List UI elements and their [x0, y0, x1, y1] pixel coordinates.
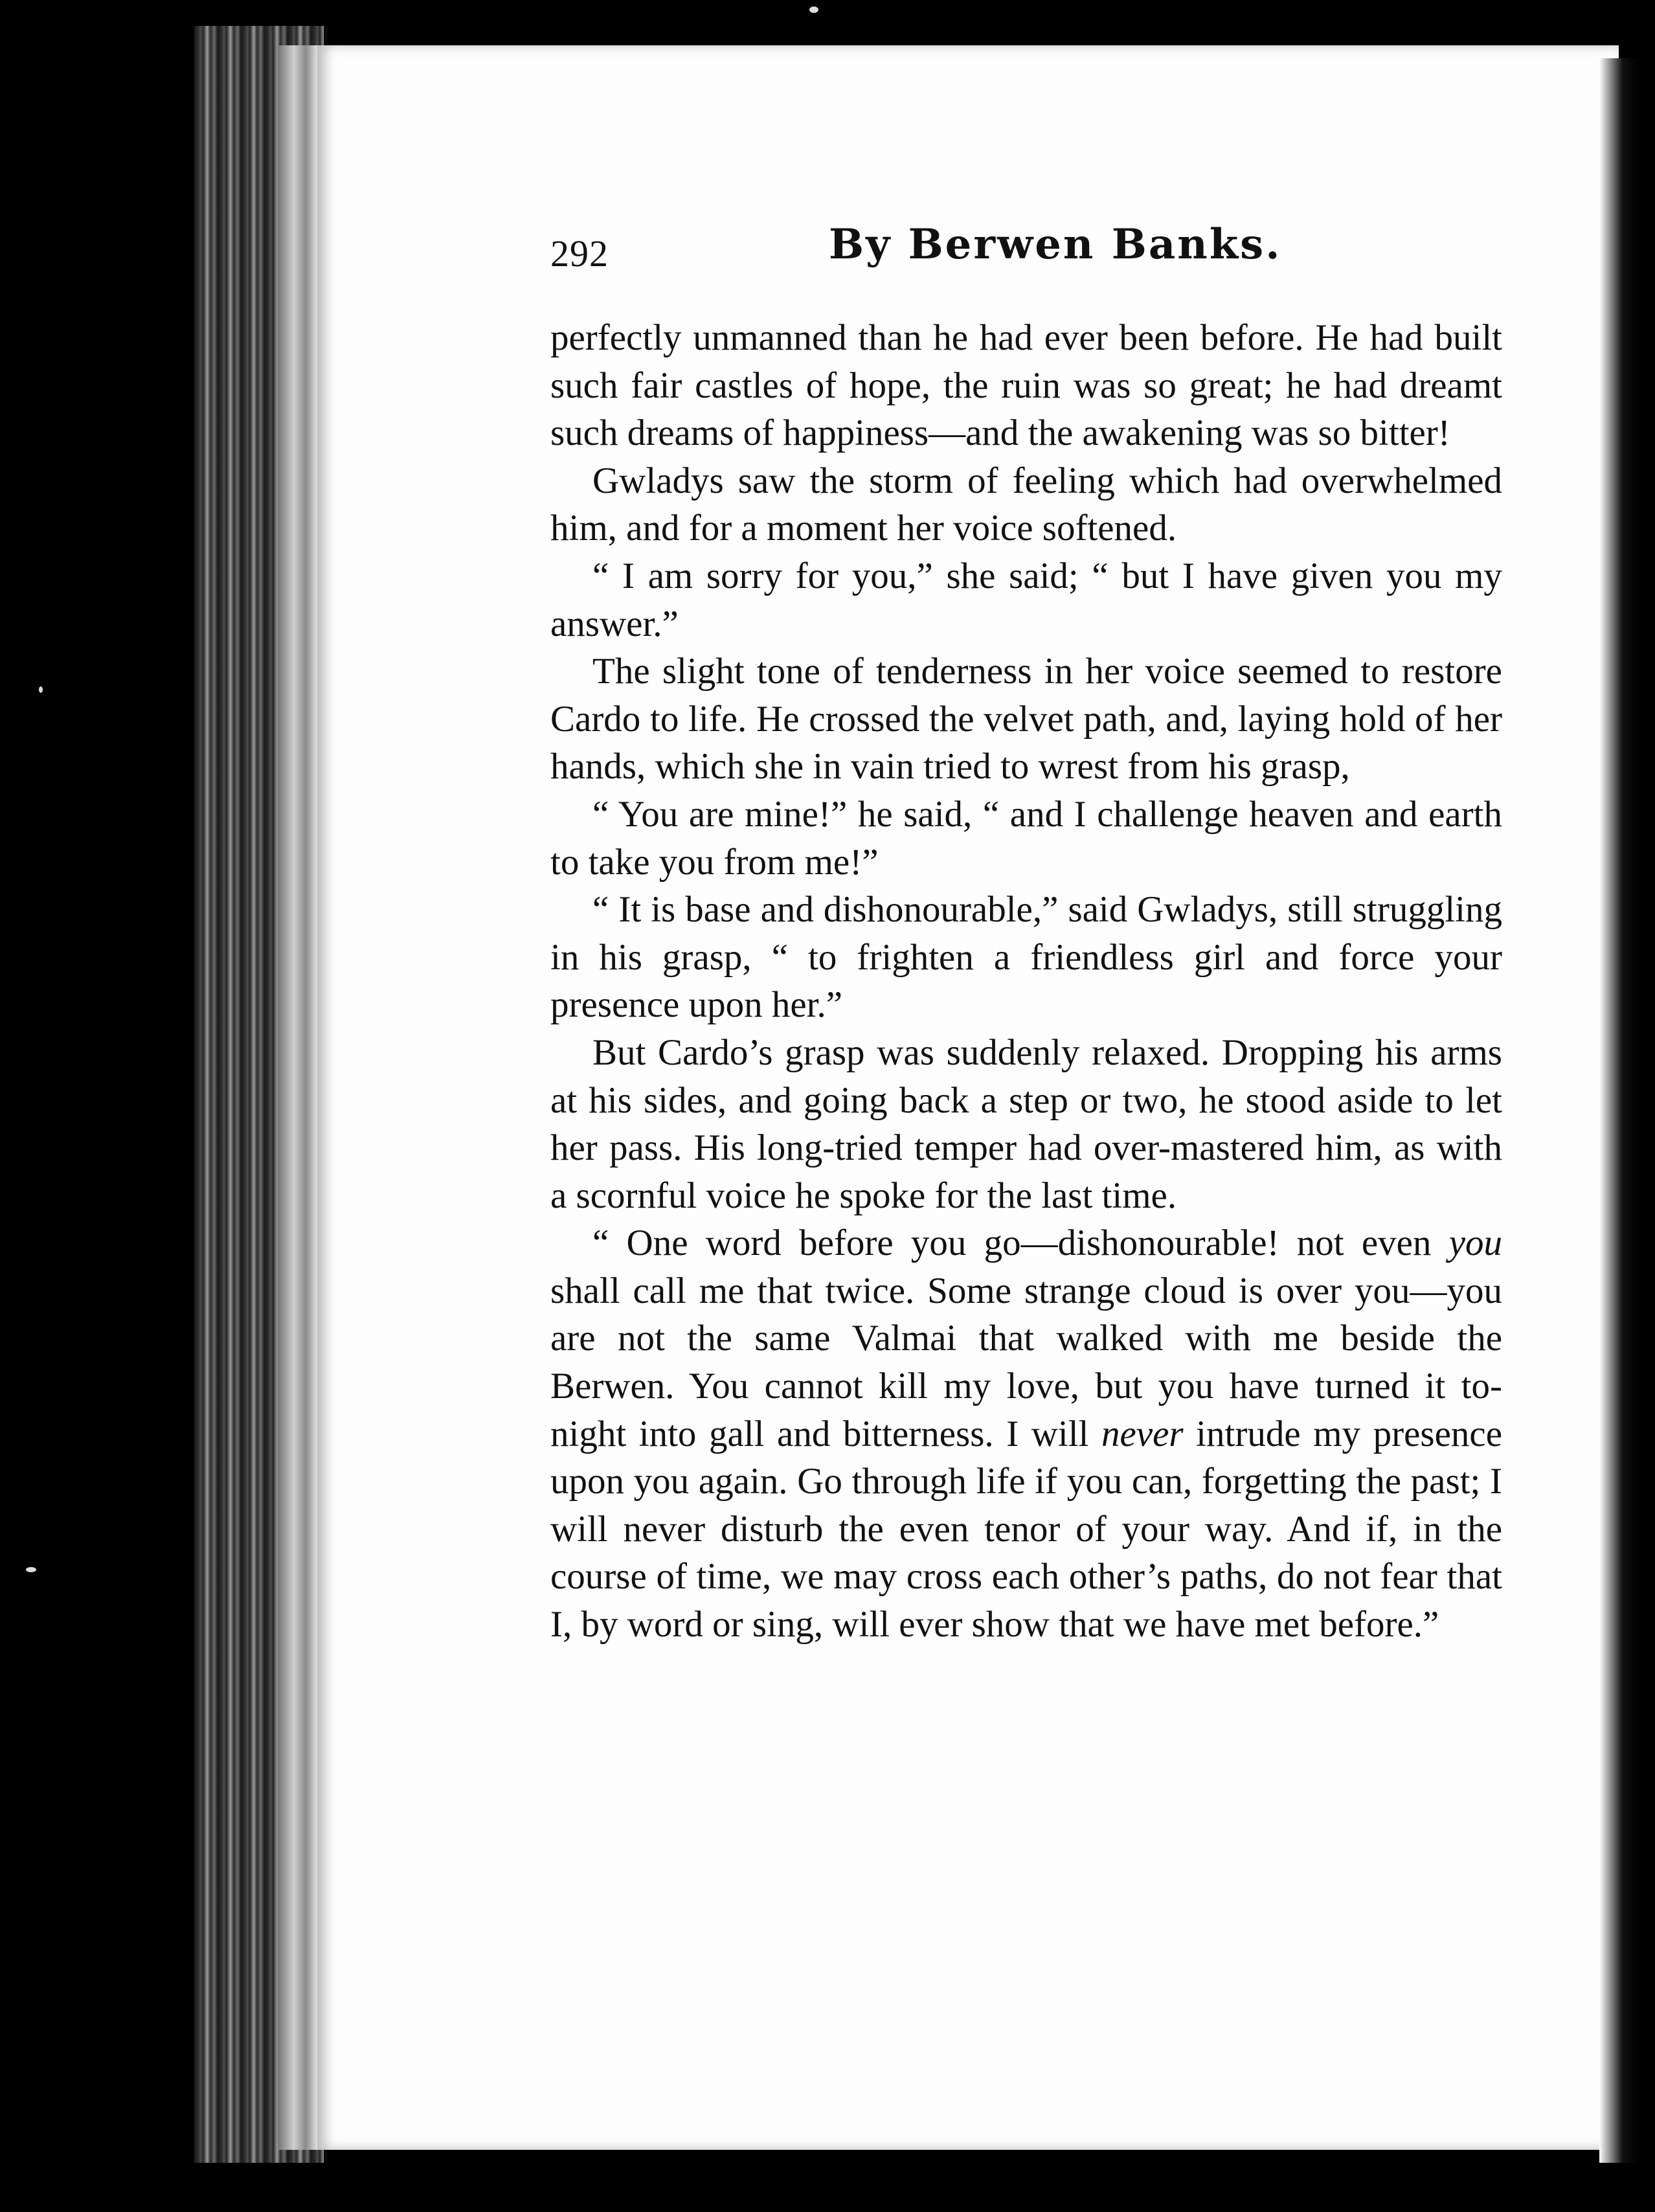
emphasis-never: never [1101, 1413, 1184, 1454]
final-paragraph-text: “ One word before you go—dishonourable! not even [592, 1223, 1449, 1264]
paragraph: “ You are mine!” he said, “ and I challenge heaven and earth to take you from me!” [550, 793, 1502, 883]
page-stack-highlight [278, 45, 317, 2150]
paragraph: perfectly unmanned than he had ever been before. He had built such fair castles of hope, the ruin was so great; he had dreamt such dreams of happiness—and the awakening was so bitter! [550, 317, 1502, 454]
paragraph: “ I am sorry for you,” she said; “ but I have given you my answer.” [550, 555, 1502, 644]
page-number: 292 [550, 232, 609, 275]
paragraph: But Cardo’s grasp was suddenly relaxed. Dropping his arms at his sides, and going back a step or two, he stood aside to let her pass. His long-tried temper had over-mastered him, as with a scornful voice he spoke for the last time. [550, 1032, 1502, 1216]
final-paragraph-text: shall call me that twice. Some strange cloud is over you—you are not the same Valmai that walked with me beside the Berwen. You cannot kill my love, but you have turned it to-night into gall and bitterness. I will [550, 1270, 1502, 1454]
paragraph: “ It is base and dishonourable,” said Gwladys, still struggling in his grasp, “ to frighten a friendless girl and force your presence upon her.” [550, 889, 1502, 1026]
emphasis-you: you [1448, 1223, 1502, 1264]
body-text [550, 314, 1502, 1649]
scan-speck [39, 686, 43, 693]
page-header [550, 220, 1522, 298]
final-paragraph [550, 1219, 1502, 1648]
paragraph: Gwladys saw the storm of feeling which had overwhelmed him, and for a moment her voice softened. [550, 460, 1502, 549]
running-head: By Berwen Banks. [829, 220, 1282, 269]
final-paragraph-text: intrude my presence upon you again. Go through life if you can, forgetting the past; I will never disturb the even tenor of your way. And if, in the course of time, we may cross each other’s paths, do not fear that I, by word or sing, will ever show that we have met before.” [550, 1413, 1502, 1645]
paragraph: The slight tone of tenderness in her voice seemed to restore Cardo to life. He crossed the velvet path, and, laying hold of her hands, which she in vain tried to wrest from his grasp, [550, 651, 1502, 787]
gutter-shadow [1599, 58, 1638, 2163]
scan-speck [809, 6, 818, 13]
scan-speck [26, 1567, 36, 1572]
